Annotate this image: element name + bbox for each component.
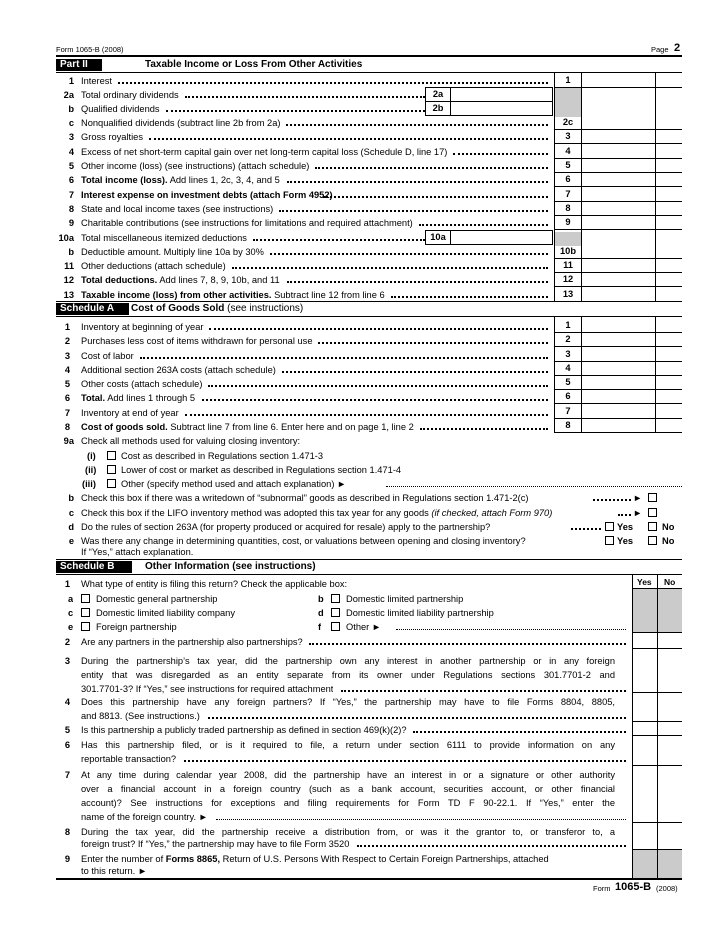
entity-a-text: Domestic general partnership — [96, 594, 218, 604]
scheduleA-amount-field[interactable] — [582, 347, 654, 361]
q4-yes-cell[interactable] — [633, 710, 657, 722]
scheduleA-line-box-label: 3 — [565, 349, 571, 359]
scheduleA-line-text: Inventory at end of year — [81, 408, 179, 418]
entity-e-text: Foreign partnership — [96, 622, 177, 632]
part2-line-text: Taxable income (loss) from other activities. Subtract line 12 from line 6 — [81, 290, 385, 300]
q7-text-line: account)? See instructions for exceptions and filing requirements for Form TD F 90-22.1. If “Yes,” enter the — [81, 798, 615, 808]
part2-line-text: Total deductions. Add lines 7, 8, 9, 10b, and 11 — [81, 275, 280, 285]
line-9c-arrow: ► — [633, 508, 643, 518]
scheduleA-amount-field[interactable] — [582, 404, 654, 418]
q9-text: Enter the number of Forms 8865, Return of U.S. Persons With Respect to Certain Foreign Partnerships, attached — [81, 854, 549, 864]
part2-line-num: 7 — [68, 190, 74, 200]
scheduleA-line-box-label: 1 — [565, 320, 571, 330]
part2-inner-box-label: 10a — [426, 230, 451, 244]
scheduleA-title: Cost of Goods Sold (see instructions) — [131, 303, 304, 314]
q4-no-cell[interactable] — [658, 710, 682, 722]
part2-line-num: 9 — [68, 218, 74, 228]
entity-e-checkbox[interactable] — [81, 622, 90, 631]
scheduleB-badge: Schedule B — [56, 561, 132, 573]
scheduleA-line-num: 4 — [64, 365, 70, 375]
part2-line-num: 1 — [68, 76, 74, 86]
q9-num: 9 — [64, 854, 70, 864]
scheduleA-line-box-label: 4 — [565, 363, 571, 373]
scheduleA-line-box-label: 5 — [565, 377, 571, 387]
q1-text: What type of entity is filing this return? Check the applicable box: — [81, 579, 348, 589]
q7-yes-cell[interactable] — [633, 811, 657, 823]
part2-title: Taxable Income or Loss From Other Activities — [145, 59, 363, 70]
scheduleA-line-num: 2 — [64, 336, 70, 346]
part2-amount-field[interactable] — [582, 158, 654, 172]
scheduleA-amount-field[interactable] — [582, 318, 654, 332]
q2-text: Are any partners in the partnership also partnerships? — [81, 637, 303, 647]
q7-text-line: name of the foreign country. ► — [81, 812, 208, 822]
scheduleA-amount-field[interactable] — [582, 418, 654, 432]
part2-line-text: State and local income taxes (see instructions) — [81, 204, 274, 214]
part2-line-text: Total income (loss). Add lines 1, 2c, 3, 4, and 5 — [81, 175, 280, 185]
scheduleA-amount-field[interactable] — [582, 375, 654, 389]
part2-line-box-label: 8 — [565, 203, 571, 213]
leader-dots — [357, 835, 626, 847]
q9-text-line2: to this return. ► — [81, 866, 148, 876]
part2-amount-field[interactable] — [582, 144, 654, 158]
q6-yes-cell[interactable] — [633, 753, 657, 765]
line-9e-no-label: No — [662, 536, 675, 546]
q8-yes-cell[interactable] — [633, 838, 657, 850]
part2-line-box-label: 2c — [562, 117, 574, 127]
part2-line-text: Other deductions (attach schedule) — [81, 261, 226, 271]
method-ii-label: (ii) — [85, 465, 97, 475]
part2-line-num: 5 — [68, 161, 74, 171]
scheduleA-line-text: Cost of labor — [81, 351, 134, 361]
line-9e-text2: If “Yes,” attach explanation. — [81, 547, 194, 557]
scheduleA-line-num: 8 — [64, 422, 70, 432]
line-9d-no-checkbox[interactable] — [648, 522, 657, 531]
part2-line-text: Excess of net short-term capital gain over net long-term capital loss (Schedule D, line 17) — [81, 147, 448, 157]
part2-line-num: b — [68, 247, 74, 257]
no-column-header: No — [664, 577, 676, 587]
scheduleA-badge: Schedule A — [56, 303, 129, 315]
part2-amount-field[interactable] — [582, 129, 654, 143]
part2-line-num: 12 — [63, 275, 74, 285]
part2-line-text: Other income (loss) (see instructions) (attach schedule) — [81, 161, 310, 171]
line-9c-text: Check this box if the LIFO inventory method was adopted this tax year for any goods (if checked, attach Form 970) — [81, 508, 553, 518]
part2-amount-field[interactable] — [582, 258, 654, 272]
line-9e-no-checkbox[interactable] — [648, 536, 657, 545]
scheduleA-line-box-label: 7 — [565, 406, 571, 416]
footer-form-word: Form — [593, 884, 611, 893]
line-9d-num: d — [68, 522, 74, 532]
footer-form-number: 1065-B — [615, 881, 652, 893]
line-9e-text: Was there any change in determining quantities, cost, or valuations between opening and closing inventory? — [81, 536, 526, 546]
part2-line-box-label: 7 — [565, 189, 571, 199]
q3-text-line: 301.7701-3? If “Yes,” see instructions for required attachment — [81, 684, 334, 694]
part2-inner-box-label: 2a — [426, 87, 451, 101]
scheduleA-line-text: Inventory at beginning of year — [81, 322, 204, 332]
part2-amount-field[interactable] — [582, 272, 654, 286]
line-9c-num: c — [68, 508, 74, 518]
q4-text-line: and 8813. (See instructions.) — [81, 711, 200, 721]
part2-line-box-label: 12 — [562, 274, 574, 284]
part2-line-num: b — [68, 104, 74, 114]
part2-line-text: Interest expense on investment debts (attach Form 4952) — [81, 190, 333, 200]
q5-num: 5 — [64, 725, 70, 735]
q4-num: 4 — [64, 697, 70, 707]
method-i-label: (i) — [87, 451, 96, 461]
scheduleA-line-num: 7 — [64, 408, 70, 418]
scheduleA-line-num: 6 — [64, 393, 70, 403]
line-9b-checkbox[interactable] — [648, 493, 657, 502]
scheduleA-line-text: Other costs (attach schedule) — [81, 379, 203, 389]
part2-amount-field[interactable] — [582, 115, 654, 129]
q2-num: 2 — [64, 637, 70, 647]
scheduleA-amount-field[interactable] — [582, 361, 654, 375]
part2-line-text: Total ordinary dividends — [81, 90, 179, 100]
page-label: Page — [651, 45, 669, 54]
line-9b-num: b — [68, 493, 74, 503]
form-id: Form 1065-B (2008) — [56, 45, 124, 54]
q2-no-cell[interactable] — [658, 636, 682, 648]
part2-inner-box-label: 2b — [426, 101, 451, 115]
scheduleA-line-text: Cost of goods sold. Subtract line 7 from line 6. Enter here and on page 1, line 2 — [81, 422, 414, 432]
method-i-text: Cost as described in Regulations section 1.471-3 — [121, 451, 324, 461]
part2-badge: Part II — [56, 59, 102, 71]
line-9b-arrow: ► — [633, 493, 643, 503]
q7-num: 7 — [64, 770, 70, 780]
line-9c-checkbox[interactable] — [648, 508, 657, 517]
leader-dots — [341, 680, 626, 692]
q7-text-line: At any time during calendar year 2008, did the partnership have an interest in or a signature or other authority — [81, 770, 615, 780]
method-ii-checkbox[interactable] — [107, 465, 116, 474]
part2-line-num: 11 — [64, 261, 74, 271]
scheduleA-amount-field[interactable] — [582, 389, 654, 403]
q3-text-line: entity that was disregarded as an entity separate from its owner under Regulations sections 301.7701-2 and — [81, 670, 615, 680]
method-ii-text: Lower of cost or market as described in Regulations section 1.471-4 — [121, 465, 402, 475]
part2-line-box-label: 11 — [563, 260, 573, 270]
method-iii-specify-field[interactable] — [386, 475, 682, 487]
q8-text-line: foreign trust? If “Yes,” the partnership may have to file Form 3520 — [81, 839, 350, 849]
part2-line-box-label: 5 — [565, 160, 571, 170]
part2-line-text: Deductible amount. Multiply line 10a by 30% — [81, 247, 264, 257]
entity-e-letter: e — [68, 622, 74, 632]
q4-text-line: Does this partnership have any foreign partners? If “Yes,” the partnership may have to file Forms 8804, 8805, — [81, 697, 615, 707]
entity-c-letter: c — [68, 608, 74, 618]
method-iii-label: (iii) — [82, 479, 96, 489]
leader-dots — [184, 750, 626, 762]
q5-no-cell[interactable] — [658, 724, 682, 736]
q3-num: 3 — [64, 656, 70, 666]
q8-text-line: During the tax year, did the partnership receive a distribution from, or was it the grantor to, or transferor to, a — [81, 827, 615, 837]
method-iii-text: Other (specify method used and attach explanation) ► — [121, 479, 347, 489]
part2-line-num: 8 — [68, 204, 74, 214]
part2-line-box-label: 3 — [565, 131, 571, 141]
line-9a-text: Check all methods used for valuing closing inventory: — [81, 436, 301, 446]
scheduleA-amount-field[interactable] — [582, 332, 654, 346]
scheduleB-title: Other Information (see instructions) — [145, 561, 316, 572]
footer-year: (2008) — [656, 884, 678, 893]
line-9d-text: Do the rules of section 263A (for property produced or acquired for resale) apply to the partnership? — [81, 522, 491, 532]
q8-num: 8 — [64, 827, 70, 837]
q5-yes-cell[interactable] — [633, 724, 657, 736]
part2-line-box-label: 6 — [565, 174, 571, 184]
part2-line-text: Qualified dividends — [81, 104, 160, 114]
part2-amount-field[interactable] — [582, 244, 654, 258]
scheduleA-line-box-label: 2 — [565, 334, 571, 344]
entity-c-text: Domestic limited liability company — [96, 608, 235, 618]
part2-line-num: 6 — [68, 175, 74, 185]
q7-country-field[interactable] — [216, 808, 626, 820]
scheduleA-line-text: Total. Add lines 1 through 5 — [81, 393, 196, 403]
scheduleA-line-text: Purchases less cost of items withdrawn for personal use — [81, 336, 313, 346]
entity-other-field[interactable] — [396, 618, 626, 630]
entity-d-checkbox[interactable] — [331, 608, 340, 617]
line-9d-yes-label: Yes — [617, 522, 634, 532]
part2-amount-field[interactable] — [582, 73, 654, 87]
page-number: 2 — [674, 42, 681, 54]
entity-f-letter: f — [318, 622, 322, 632]
entity-b-text: Domestic limited partnership — [346, 594, 464, 604]
q6-no-cell[interactable] — [658, 753, 682, 765]
line-9d-no-label: No — [662, 522, 675, 532]
entity-a-checkbox[interactable] — [81, 594, 90, 603]
part2-amount-field[interactable] — [582, 287, 654, 301]
part2-amount-field[interactable] — [582, 215, 654, 229]
yes-column-header: Yes — [637, 577, 652, 587]
scheduleA-line-box-label: 8 — [565, 420, 571, 430]
method-iii-checkbox[interactable] — [107, 479, 116, 488]
entity-f-checkbox[interactable] — [331, 622, 340, 631]
part2-line-num: 10a — [58, 233, 74, 243]
q6-num: 6 — [64, 740, 70, 750]
line-9e-yes-checkbox[interactable] — [605, 536, 614, 545]
method-i-checkbox[interactable] — [107, 451, 116, 460]
entity-c-checkbox[interactable] — [81, 608, 90, 617]
q7-text-line: over a financial account in a foreign country (such as a bank account, securities account, or other financial — [81, 784, 615, 794]
part2-amount-field[interactable] — [582, 172, 654, 186]
q1-num: 1 — [64, 579, 70, 589]
part2-line-num: 3 — [68, 132, 74, 142]
q3-text-line: During the partnership’s tax year, did the partnership own any interest in another partnership or in any foreign — [81, 656, 615, 666]
scheduleA-line-num: 1 — [64, 322, 70, 332]
part2-line-box-label: 9 — [565, 217, 571, 227]
part2-amount-field[interactable] — [582, 201, 654, 215]
part2-line-num: 4 — [68, 147, 74, 157]
part2-line-box-label: 4 — [565, 146, 571, 156]
part2-line-text: Nonqualified dividends (subtract line 2b from 2a) — [81, 118, 281, 128]
q5-text: Is this partnership a publicly traded partnership as defined in section 469(k)(2)? — [81, 725, 407, 735]
part2-line-text: Interest — [81, 76, 113, 86]
entity-b-checkbox[interactable] — [331, 594, 340, 603]
entity-f-text: Other ► — [346, 622, 382, 632]
q7-no-cell[interactable] — [658, 811, 682, 823]
part2-line-box-label: 13 — [562, 289, 574, 299]
part2-line-box-label: 10b — [559, 246, 577, 256]
scheduleA-line-num: 5 — [64, 379, 70, 389]
part2-line-num: 13 — [63, 290, 74, 300]
part2-line-text: Gross royalties — [81, 132, 143, 142]
entity-d-text: Domestic limited liability partnership — [346, 608, 494, 618]
scheduleA-line-box-label: 6 — [565, 391, 571, 401]
q8-no-cell[interactable] — [658, 838, 682, 850]
q2-yes-cell[interactable] — [633, 636, 657, 648]
q6-text-line: Has this partnership filed, or is it required to file, a return under section 6111 to provide information on any — [81, 740, 615, 750]
part2-line-text: Total miscellaneous itemized deductions — [81, 233, 247, 243]
part2-line-num: 2a — [63, 90, 74, 100]
part2-amount-field[interactable] — [582, 187, 654, 201]
entity-b-letter: b — [318, 594, 324, 604]
entity-a-letter: a — [68, 594, 74, 604]
line-9a-num: 9a — [63, 436, 74, 446]
q3-yes-cell[interactable] — [633, 683, 657, 695]
leader-dots — [208, 707, 626, 719]
scheduleA-line-text: Additional section 263A costs (attach schedule) — [81, 365, 276, 375]
line-9e-num: e — [68, 536, 74, 546]
line-9d-yes-checkbox[interactable] — [605, 522, 614, 531]
part2-line-num: c — [68, 118, 74, 128]
entity-d-letter: d — [318, 608, 324, 618]
q6-text-line: reportable transaction? — [81, 754, 177, 764]
q3-no-cell[interactable] — [658, 683, 682, 695]
part2-line-text: Charitable contributions (see instructions for limitations and required attachment) — [81, 218, 413, 228]
scheduleA-line-num: 3 — [64, 351, 70, 361]
part2-line-box-label: 1 — [565, 75, 571, 85]
line-9b-text: Check this box if there was a writedown of “subnormal” goods as described in Regulations section 1.471-2(c) — [81, 493, 529, 503]
line-9e-yes-label: Yes — [617, 536, 634, 546]
